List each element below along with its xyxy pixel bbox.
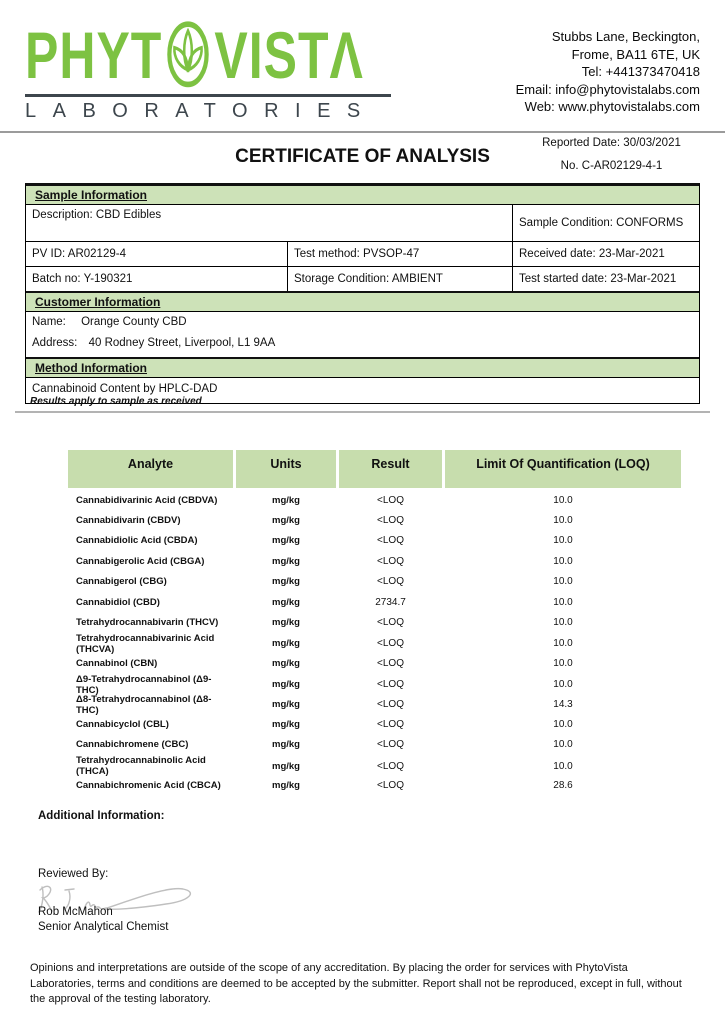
table-cell: <LOQ bbox=[377, 699, 404, 711]
table-cell: mg/kg bbox=[272, 760, 300, 772]
pv-id: PV ID: AR02129-4 bbox=[26, 242, 288, 266]
table-row bbox=[68, 531, 672, 551]
customer-address-line bbox=[32, 337, 693, 349]
table-cell: Cannabichromene (CBC) bbox=[76, 739, 189, 751]
table-cell: <LOQ bbox=[377, 760, 404, 772]
table-cell: Δ8-Tetrahydrocannabinol (Δ8-THC) bbox=[76, 693, 212, 716]
table-row bbox=[68, 592, 672, 612]
info-table bbox=[25, 183, 700, 404]
table-cell: <LOQ bbox=[377, 617, 404, 629]
table-cell: Cannabicyclol (CBL) bbox=[76, 718, 169, 730]
table-cell: Tetrahydrocannabinolic Acid (THCA) bbox=[76, 755, 206, 778]
table-cell: mg/kg bbox=[272, 679, 300, 691]
table-cell: <LOQ bbox=[377, 494, 404, 506]
table-cell: 10.0 bbox=[553, 657, 573, 669]
table-cell: <LOQ bbox=[377, 718, 404, 730]
page-title: CERTIFICATE OF ANALYSIS bbox=[235, 146, 490, 167]
table-cell: 10.0 bbox=[553, 679, 573, 691]
footer-disclaimer: Opinions and interpretations are outside of the scope of any accreditation. By placing the order for services with PhytoVista Laboratories, terms and conditions are deemed to be accepted by the submitter. Report shall not be reproduced, except in full, without the approval of the testing laboratory. bbox=[30, 962, 682, 1005]
table-row bbox=[68, 551, 672, 571]
storage-condition: Storage Condition: AMBIENT bbox=[288, 267, 513, 291]
sample-information-title: Sample Information bbox=[35, 188, 148, 202]
section-sample-information bbox=[26, 186, 699, 205]
table-row bbox=[68, 653, 672, 673]
received-date: Received date: 23-Mar-2021 bbox=[519, 248, 665, 260]
col-header-analyte: Analyte bbox=[68, 450, 233, 488]
results-table bbox=[68, 450, 672, 796]
table-cell: 10.0 bbox=[553, 555, 573, 567]
sample-row-description bbox=[26, 205, 699, 241]
customer-information-title: Customer Information bbox=[35, 295, 161, 309]
table-row bbox=[68, 572, 672, 592]
table-cell: mg/kg bbox=[272, 535, 300, 547]
customer-name: Orange County CBD bbox=[81, 316, 187, 328]
table-row bbox=[68, 674, 672, 694]
table-row bbox=[68, 714, 672, 734]
title-zone bbox=[0, 133, 725, 179]
table-cell: mg/kg bbox=[272, 596, 300, 608]
table-cell: 10.0 bbox=[553, 617, 573, 629]
section-method-information bbox=[26, 357, 699, 378]
table-cell: mg/kg bbox=[272, 617, 300, 629]
table-row bbox=[68, 694, 672, 714]
col-header-units: Units bbox=[236, 450, 336, 488]
table-cell: mg/kg bbox=[272, 555, 300, 567]
table-cell: 10.0 bbox=[553, 718, 573, 730]
results-table-header bbox=[68, 450, 672, 488]
table-cell: mg/kg bbox=[272, 657, 300, 669]
phytovista-logo bbox=[25, 20, 397, 123]
table-cell: Tetrahydrocannabivarin (THCV) bbox=[76, 617, 219, 629]
table-row bbox=[68, 633, 672, 653]
reported-date: Reported Date: 30/03/2021 bbox=[542, 137, 681, 149]
table-cell: 10.0 bbox=[553, 739, 573, 751]
table-cell: Tetrahydrocannabivarinic Acid (THCVA) bbox=[76, 632, 215, 655]
table-cell: 10.0 bbox=[553, 596, 573, 608]
logo-text-prefix: PHYT bbox=[25, 18, 163, 93]
table-cell: 10.0 bbox=[553, 638, 573, 650]
table-cell: <LOQ bbox=[377, 576, 404, 588]
table-cell: <LOQ bbox=[377, 679, 404, 691]
reviewer-title: Senior Analytical Chemist bbox=[38, 921, 169, 933]
table-cell: mg/kg bbox=[272, 494, 300, 506]
table-cell: <LOQ bbox=[377, 780, 404, 792]
table-cell: <LOQ bbox=[377, 535, 404, 547]
table-cell: <LOQ bbox=[377, 657, 404, 669]
table-cell: 28.6 bbox=[553, 780, 573, 792]
reviewed-by-label: Reviewed By: bbox=[38, 868, 109, 880]
table-cell: Cannabigerolic Acid (CBGA) bbox=[76, 555, 205, 567]
contact-address-line2: Frome, BA11 6TE, UK bbox=[571, 46, 700, 62]
logo-divider bbox=[25, 94, 391, 123]
table-cell: mg/kg bbox=[272, 576, 300, 588]
section-divider bbox=[15, 411, 710, 413]
logo-subtitle: LABORATORIES bbox=[25, 100, 377, 122]
col-header-loq: Limit Of Quantification (LOQ) bbox=[445, 450, 681, 488]
table-cell: Cannabidivarin (CBDV) bbox=[76, 515, 181, 527]
table-cell: Δ9-Tetrahydrocannabinol (Δ9-THC) bbox=[76, 673, 212, 696]
leaf-o-icon bbox=[166, 20, 210, 89]
table-cell: mg/kg bbox=[272, 718, 300, 730]
logo-text-suffix: VISTΛ bbox=[214, 18, 364, 93]
table-cell: 10.0 bbox=[553, 535, 573, 547]
table-cell: 10.0 bbox=[553, 515, 573, 527]
table-cell: 14.3 bbox=[553, 699, 573, 711]
method-description: Cannabinoid Content by HPLC-DAD bbox=[32, 383, 218, 395]
table-cell: Cannabigerol (CBG) bbox=[76, 576, 167, 588]
table-cell: Cannabichromenic Acid (CBCA) bbox=[76, 780, 221, 792]
table-row bbox=[68, 510, 672, 530]
batch-no: Batch no: Y-190321 bbox=[26, 267, 288, 291]
table-cell: Cannabidiolic Acid (CBDA) bbox=[76, 535, 198, 547]
reviewer-name: Rob McMahon bbox=[38, 906, 113, 918]
customer-name-label: Name: bbox=[32, 316, 66, 328]
table-cell: Cannabidiol (CBD) bbox=[76, 596, 160, 608]
lab-contact-block bbox=[516, 20, 700, 123]
table-cell: <LOQ bbox=[377, 739, 404, 751]
customer-details bbox=[26, 312, 699, 357]
table-cell: <LOQ bbox=[377, 555, 404, 567]
table-row bbox=[68, 612, 672, 632]
customer-address-label: Address: bbox=[32, 337, 78, 349]
table-cell: 10.0 bbox=[553, 576, 573, 588]
page-header bbox=[0, 0, 725, 123]
table-row bbox=[68, 775, 672, 795]
table-row bbox=[68, 735, 672, 755]
table-cell: <LOQ bbox=[377, 638, 404, 650]
sample-description: Description: CBD Edibles bbox=[26, 205, 513, 241]
results-note: Results apply to sample as received bbox=[30, 396, 202, 407]
table-cell: mg/kg bbox=[272, 699, 300, 711]
sample-row-ids bbox=[26, 241, 699, 266]
table-row bbox=[68, 490, 672, 510]
table-cell: mg/kg bbox=[272, 739, 300, 751]
customer-address: 40 Rodney Street, Liverpool, L1 9AA bbox=[88, 337, 276, 349]
table-cell: 10.0 bbox=[553, 494, 573, 506]
logo-wordmark bbox=[25, 18, 397, 93]
contact-address-line1: Stubbs Lane, Beckington, bbox=[551, 29, 700, 44]
col-header-result: Result bbox=[339, 450, 442, 488]
sample-condition: Sample Condition: CONFORMS bbox=[519, 217, 684, 229]
certificate-number: No. C-AR02129-4-1 bbox=[560, 159, 663, 172]
test-started-date: Test started date: 23-Mar-2021 bbox=[519, 273, 677, 285]
table-cell: mg/kg bbox=[272, 780, 300, 792]
test-method: Test method: PVSOP-47 bbox=[288, 242, 513, 266]
contact-tel: Tel: +441373470418 bbox=[581, 64, 700, 79]
additional-information-label: Additional Information: bbox=[38, 810, 165, 822]
table-cell: 10.0 bbox=[553, 760, 573, 772]
report-meta bbox=[514, 138, 709, 183]
table-cell: <LOQ bbox=[377, 515, 404, 527]
table-cell: Cannabinol (CBN) bbox=[76, 657, 158, 669]
section-customer-information bbox=[26, 291, 699, 312]
logo-wordmark-wrap bbox=[25, 20, 397, 92]
table-cell: mg/kg bbox=[272, 638, 300, 650]
results-table-body bbox=[68, 488, 672, 796]
table-cell: 2734.7 bbox=[375, 596, 406, 608]
contact-web[interactable]: Web: www.phytovistalabs.com bbox=[524, 99, 700, 114]
method-information-title: Method Information bbox=[35, 361, 147, 375]
sample-row-batch bbox=[26, 266, 699, 291]
contact-email[interactable]: Email: info@phytovistalabs.com bbox=[515, 81, 700, 97]
table-row bbox=[68, 755, 672, 778]
table-cell: Cannabidivarinic Acid (CBDVA) bbox=[76, 494, 218, 506]
customer-name-line bbox=[32, 316, 693, 328]
table-cell: mg/kg bbox=[272, 515, 300, 527]
